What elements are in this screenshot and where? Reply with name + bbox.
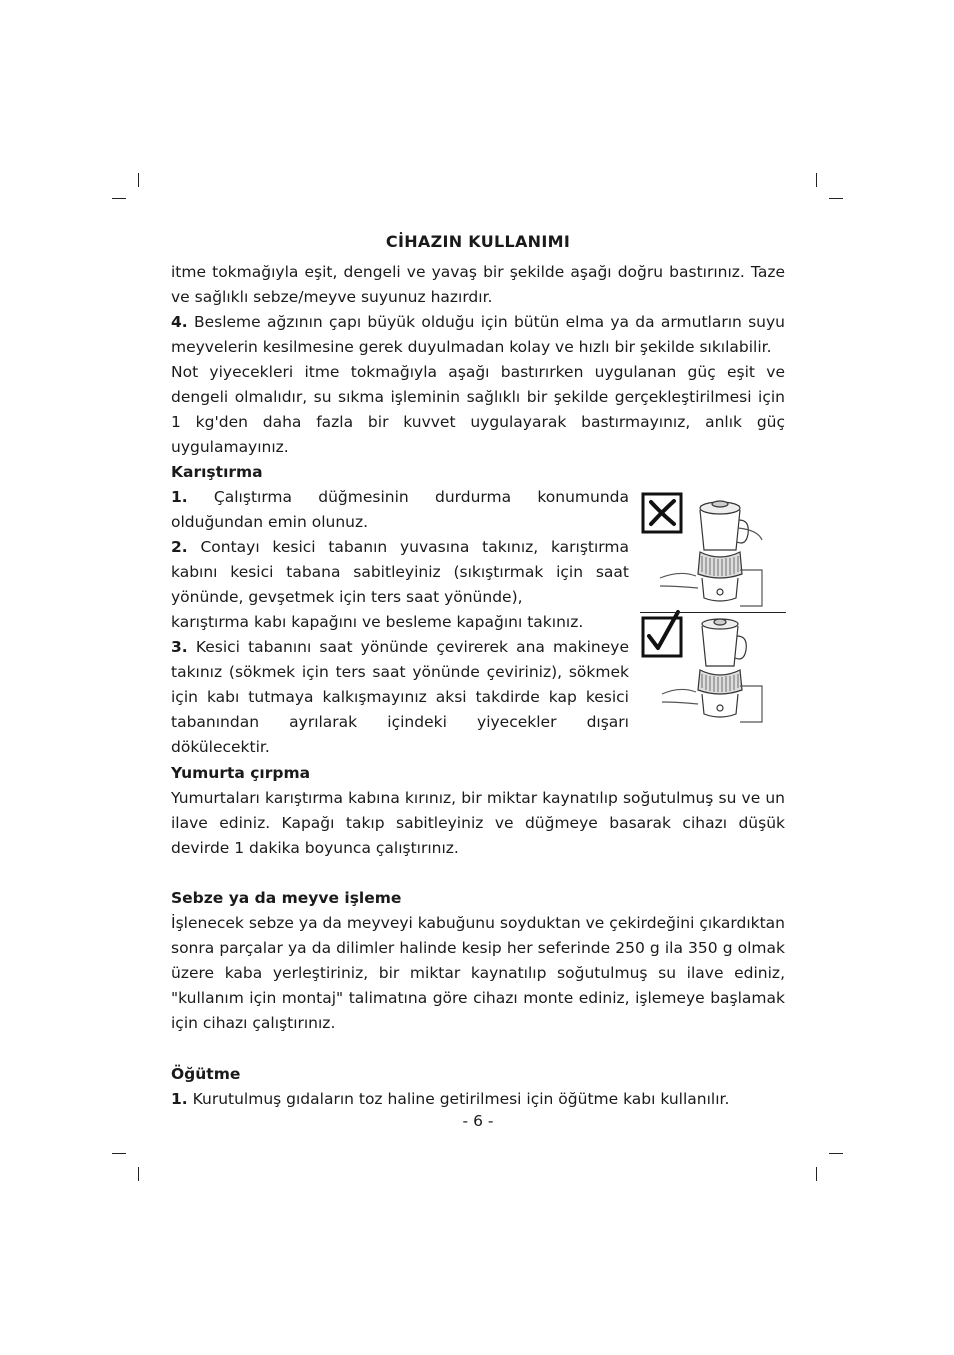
step-number: 3. bbox=[171, 638, 188, 656]
crop-mark bbox=[816, 1167, 817, 1181]
mixing-step-3 bbox=[171, 635, 629, 760]
egg-paragraph: Yumurtaları karıştırma kabına kırınız, bir miktar kaynatılıp soğutulmuş su ve un ilave ediniz. Kapağı takıp sabitleyiniz ve düğmeye basarak cihazı düşük devirde 1 dakika boyunca çalıştırınız. bbox=[171, 789, 785, 857]
crop-mark bbox=[138, 1167, 139, 1181]
blender-illustration bbox=[640, 490, 786, 738]
mixing-step-1 bbox=[171, 485, 629, 535]
step-number: 2. bbox=[171, 538, 188, 556]
step-number: 1. bbox=[171, 1090, 188, 1108]
crop-mark bbox=[816, 173, 817, 187]
section-heading-grind: Öğütme bbox=[171, 1065, 241, 1083]
step-text: Besleme ağzının çapı büyük olduğu için bütün elma ya da armutların suyu meyvelerin kesilmesine gerek duyulmadan kolay ve hızlı bir şekilde sıkılabilir. bbox=[171, 313, 785, 356]
blender-usage-figure bbox=[640, 490, 786, 738]
x-box-icon bbox=[643, 494, 681, 532]
intro-step-4 bbox=[171, 310, 785, 360]
crop-mark bbox=[829, 198, 843, 199]
grind-step-1 bbox=[171, 1087, 785, 1112]
step-number: 4. bbox=[171, 313, 188, 331]
mixing-step-2 bbox=[171, 535, 629, 610]
page-number: - 6 - bbox=[462, 1112, 494, 1130]
crop-mark bbox=[112, 198, 126, 199]
crop-mark bbox=[829, 1153, 843, 1154]
intro-note: Not yiyecekleri itme tokmağıyla aşağı bastırırken uygulanan güç eşit ve dengeli olmalıdır, su sıkma işleminin sağlıklı bir şekilde gerçekleştirilmesi için 1 kg'den daha fazla bir kuvvet uygulayarak bastırmayınız, anlık güç uygulamayınız. bbox=[171, 363, 785, 456]
page-title: CİHAZIN KULLANIMI bbox=[385, 232, 571, 251]
step-text: Contayı kesici tabanın yuvasına takınız, karıştırma kabını kesici tabana sabitleyiniz (sıkıştırmak için saat yönünde, gevşetmek için ters saat yönünde), bbox=[171, 538, 629, 606]
step-number: 1. bbox=[171, 488, 188, 506]
section-heading-veg: Sebze ya da meyve işleme bbox=[171, 889, 402, 907]
veg-paragraph: İşlenecek sebze ya da meyveyi kabuğunu soyduktan ve çekirdeğini çıkardıktan sonra parçalar ya da dilimler halinde kesip her seferinde 250 g ila 350 g olmak üzere kaba yerleştiriniz, bir miktar kaynatılıp soğutulmuş su ilave ediniz, "kullanım için montaj" talimatına göre cihazı monte ediniz, işlemeye başlamak için cihazı çalıştırınız. bbox=[171, 914, 785, 1032]
step-text: Çalıştırma düğmesinin durdurma konumunda olduğundan emin olunuz. bbox=[171, 488, 629, 531]
step-text: Kurutulmuş gıdaların toz haline getirilmesi için öğütme kabı kullanılır. bbox=[187, 1090, 730, 1108]
figure-divider bbox=[640, 612, 786, 613]
crop-mark bbox=[138, 173, 139, 187]
check-box-icon bbox=[643, 612, 681, 656]
mixing-step-2-cont: karıştırma kabı kapağını ve besleme kapağını takınız. bbox=[171, 613, 584, 631]
intro-paragraph: itme tokmağıyla eşit, dengeli ve yavaş bir şekilde aşağı doğru bastırınız. Taze ve sağlıklı sebze/meyve suyunuz hazırdır. bbox=[171, 263, 785, 306]
section-heading-egg: Yumurta çırpma bbox=[171, 764, 311, 782]
crop-mark bbox=[112, 1153, 126, 1154]
section-heading-mixing: Karıştırma bbox=[171, 463, 263, 481]
blender-wrong-drawing bbox=[660, 501, 762, 606]
blender-right-drawing bbox=[662, 619, 762, 722]
step-text: Kesici tabanını saat yönünde çevirerek ana makineye takınız (sökmek için ters saat yönünde çeviriniz), sökmek için kabı tutmaya kalkışmayınız aksi takdirde kap kesici tabanından ayrılarak içindeki yiyecekler dışarı dökülecektir. bbox=[171, 638, 629, 756]
